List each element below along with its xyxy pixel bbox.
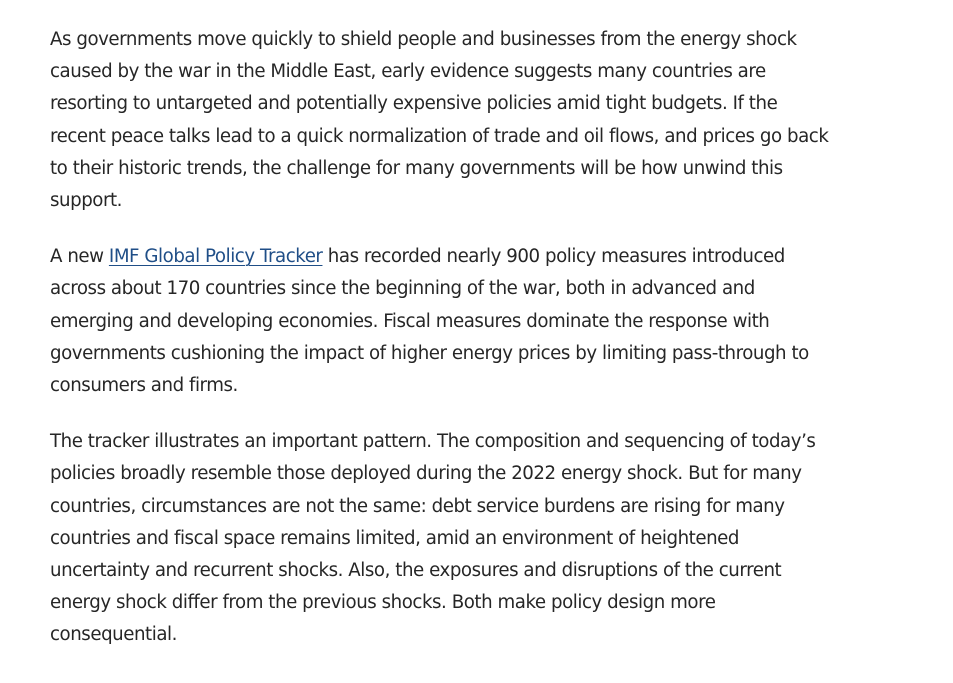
paragraph-line: recent peace talks lead to a quick normalization of trade and oil flows, and prices go back — [50, 125, 829, 147]
article-body — [50, 24, 865, 676]
paragraph-text: has recorded nearly 900 policy measures introduced — [322, 246, 785, 268]
paragraph-line — [50, 241, 865, 273]
paragraph-line: across about 170 countries since the beginning of the war, both in advanced and — [50, 278, 755, 300]
imf-global-policy-tracker-link[interactable]: IMF Global Policy Tracker — [108, 246, 323, 268]
paragraph-2 — [50, 241, 865, 402]
paragraph-line: to their historic trends, the challenge for many governments will be how unwind this — [50, 157, 783, 179]
paragraph-line: The tracker illustrates an important pattern. The composition and sequencing of today’s — [50, 431, 816, 453]
paragraph-line: countries, circumstances are not the same: debt service burdens are rising for many — [50, 495, 785, 517]
paragraph-line: As governments move quickly to shield people and businesses from the energy shock — [50, 29, 797, 50]
paragraph-line: governments cushioning the impact of higher energy prices by limiting pass-through to — [50, 342, 809, 364]
paragraph-line: countries and fiscal space remains limited, amid an environment of heightened — [50, 527, 739, 549]
paragraph-line: policies broadly resemble those deployed during the 2022 energy shock. But for many — [50, 463, 802, 485]
paragraph-1 — [50, 24, 865, 217]
paragraph-line: resorting to untargeted and potentially expensive policies amid tight budgets. If the — [50, 93, 778, 115]
paragraph-line: energy shock differ from the previous shocks. Both make policy design more — [50, 592, 716, 614]
paragraph-text: A new — [50, 246, 109, 268]
paragraph-line: consequential. — [50, 624, 177, 646]
paragraph-line: emerging and developing economies. Fiscal measures dominate the response with — [50, 310, 770, 332]
paragraph-line: consumers and firms. — [50, 375, 238, 397]
paragraph-line: caused by the war in the Middle East, early evidence suggests many countries are — [50, 61, 766, 83]
paragraph-line: uncertainty and recurrent shocks. Also, the exposures and disruptions of the current — [50, 560, 782, 582]
paragraph-3 — [50, 426, 865, 651]
paragraph-line: support. — [50, 190, 123, 212]
